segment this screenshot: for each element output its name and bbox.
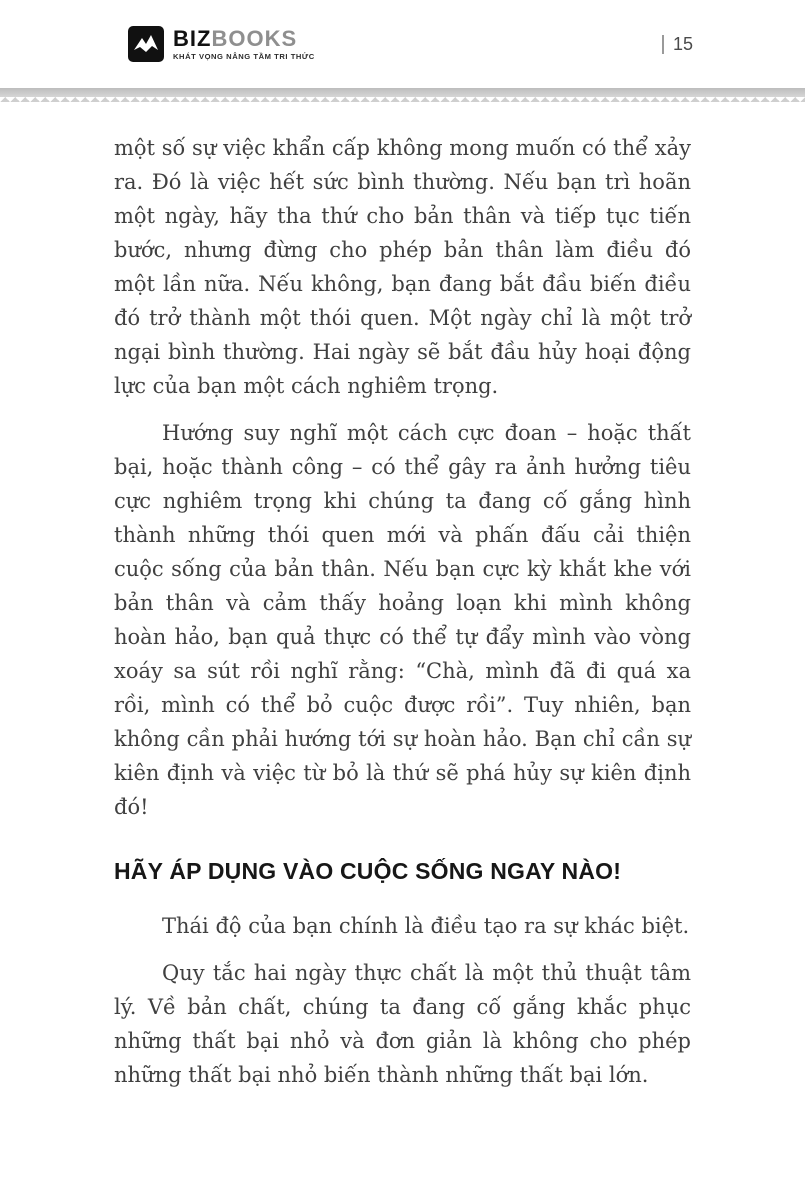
bizbooks-logo-icon xyxy=(128,26,164,62)
brand-tagline: KHÁT VỌNG NÂNG TẦM TRI THỨC xyxy=(173,52,315,62)
paragraph: Quy tắc hai ngày thực chất là một thủ thuật tâm lý. Về bản chất, chúng ta đang cố gắng khắc phục những thất bại nhỏ và đơn giản là không cho phép những thất bại nhỏ biến thành những thất bại lớn. xyxy=(114,961,691,1087)
paragraph: Thái độ của bạn chính là điều tạo ra sự khác biệt. xyxy=(162,914,690,938)
page-header xyxy=(0,0,805,88)
brand-name-books: BOOKS xyxy=(211,25,298,51)
paragraph: Hướng suy nghĩ một cách cực đoan – hoặc thất bại, hoặc thành công – có thể gây ra ảnh hưởng tiêu cực nghiêm trọng khi chúng ta đang cố gắng hình thành những thói quen mới và phấn đấu cải thiện cuộc sống của bản thân. Nếu bạn cực kỳ khắt khe với bản thân và cảm thấy hoảng loạn khi mình không hoàn hảo, bạn quả thực có thể tự đẩy mình vào vòng xoáy sa sút rồi nghĩ rằng: “Chà, mình đã đi quá xa rồi, mình có thể bỏ cuộc được rồi”. Tuy nhiên, bạn không cần phải hướng tới sự hoàn hảo. Bạn chỉ cần sự kiên định và việc từ bỏ là thứ sẽ phá hủy sự kiên định đó! xyxy=(114,421,691,819)
page-content xyxy=(0,97,805,1092)
header-divider-bar xyxy=(0,88,805,97)
brand-name-biz: BIZ xyxy=(173,25,212,51)
page-number xyxy=(662,34,693,55)
brand-text xyxy=(173,27,315,61)
paragraph: một số sự việc khẩn cấp không mong muốn có thể xảy ra. Đó là việc hết sức bình thường. Nếu bạn trì hoãn một ngày, hãy tha thứ cho bản thân và tiếp tục tiến bước, nhưng đừng cho phép bản thân làm điều đó một lần nữa. Nếu không, bạn đang bắt đầu biến điều đó trở thành một thói quen. Một ngày chỉ là một trở ngại bình thường. Hai ngày sẽ bắt đầu hủy hoại động lực của bạn một cách nghiêm trọng. xyxy=(114,136,691,398)
brand-name xyxy=(173,27,315,50)
page-number-divider xyxy=(662,35,664,54)
section-heading: HÃY ÁP DỤNG VÀO CUỘC SỐNG NGAY NÀO! xyxy=(114,858,622,884)
publisher-brand xyxy=(128,26,315,62)
page-number-value: 15 xyxy=(672,33,693,54)
